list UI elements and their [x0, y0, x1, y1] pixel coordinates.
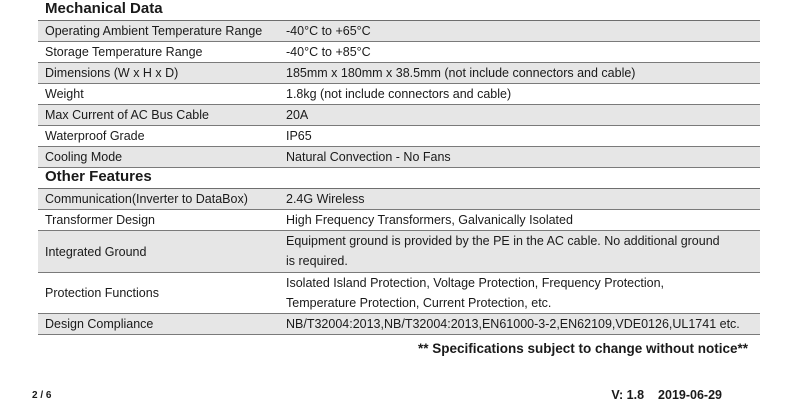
row-value: 2.4G Wireless	[286, 192, 365, 206]
row-label: Cooling Mode	[45, 150, 123, 164]
row-value	[286, 273, 760, 313]
row-value: -40°C to +65°C	[286, 24, 371, 38]
row-label: Design Compliance	[45, 317, 154, 331]
table-row	[38, 42, 760, 63]
row-label: Weight	[45, 87, 84, 101]
version-label: V: 1.8	[611, 388, 645, 402]
row-value-line: Temperature Protection, Current Protection, etc.	[286, 296, 552, 310]
row-value: Natural Convection - No Fans	[286, 150, 451, 164]
table-row	[38, 63, 760, 84]
row-label: Waterproof Grade	[45, 129, 145, 143]
row-label: Dimensions (W x H x D)	[45, 66, 179, 80]
table-row	[38, 189, 760, 210]
row-label: Max Current of AC Bus Cable	[45, 108, 209, 122]
mechanical-data-heading: Mechanical Data	[38, 0, 760, 21]
spec-sheet	[38, 0, 760, 335]
table-row	[38, 126, 760, 147]
row-value	[286, 231, 760, 272]
row-label: Integrated Ground	[45, 244, 147, 259]
row-label: Transformer Design	[45, 213, 155, 227]
table-row	[38, 84, 760, 105]
page-number: 2 / 6	[32, 390, 52, 401]
row-value: IP65	[286, 129, 312, 143]
table-row	[38, 21, 760, 42]
row-value: NB/T32004:2013,NB/T32004:2013,EN61000-3-2,EN62109,VDE0126,UL1741 etc.	[286, 317, 740, 331]
row-label: Storage Temperature Range	[45, 45, 203, 59]
row-label: Communication(Inverter to DataBox)	[45, 192, 248, 206]
table-row	[38, 147, 760, 168]
version-date	[611, 388, 722, 402]
row-label: Protection Functions	[45, 286, 159, 300]
table-row	[38, 314, 760, 335]
date-label: 2019-06-29	[658, 388, 722, 402]
row-label: Operating Ambient Temperature Range	[45, 24, 263, 38]
table-row	[38, 105, 760, 126]
table-row	[38, 273, 760, 314]
row-value: 20A	[286, 108, 309, 122]
table-row	[38, 231, 760, 273]
row-value: High Frequency Transformers, Galvanically Isolated	[286, 213, 573, 227]
row-value-line: is required.	[286, 254, 348, 268]
row-value: 185mm x 180mm x 38.5mm (not include connectors and cable)	[286, 66, 636, 80]
row-value: 1.8kg (not include connectors and cable)	[286, 87, 512, 101]
other-features-heading: Other Features	[38, 168, 760, 189]
row-value-line: Isolated Island Protection, Voltage Protection, Frequency Protection,	[286, 276, 664, 290]
specifications-notice: ** Specifications subject to change without notice**	[417, 341, 748, 356]
table-row	[38, 210, 760, 231]
row-value: -40°C to +85°C	[286, 45, 371, 59]
row-value-line: Equipment ground is provided by the PE in the AC cable. No additional ground	[286, 234, 720, 248]
